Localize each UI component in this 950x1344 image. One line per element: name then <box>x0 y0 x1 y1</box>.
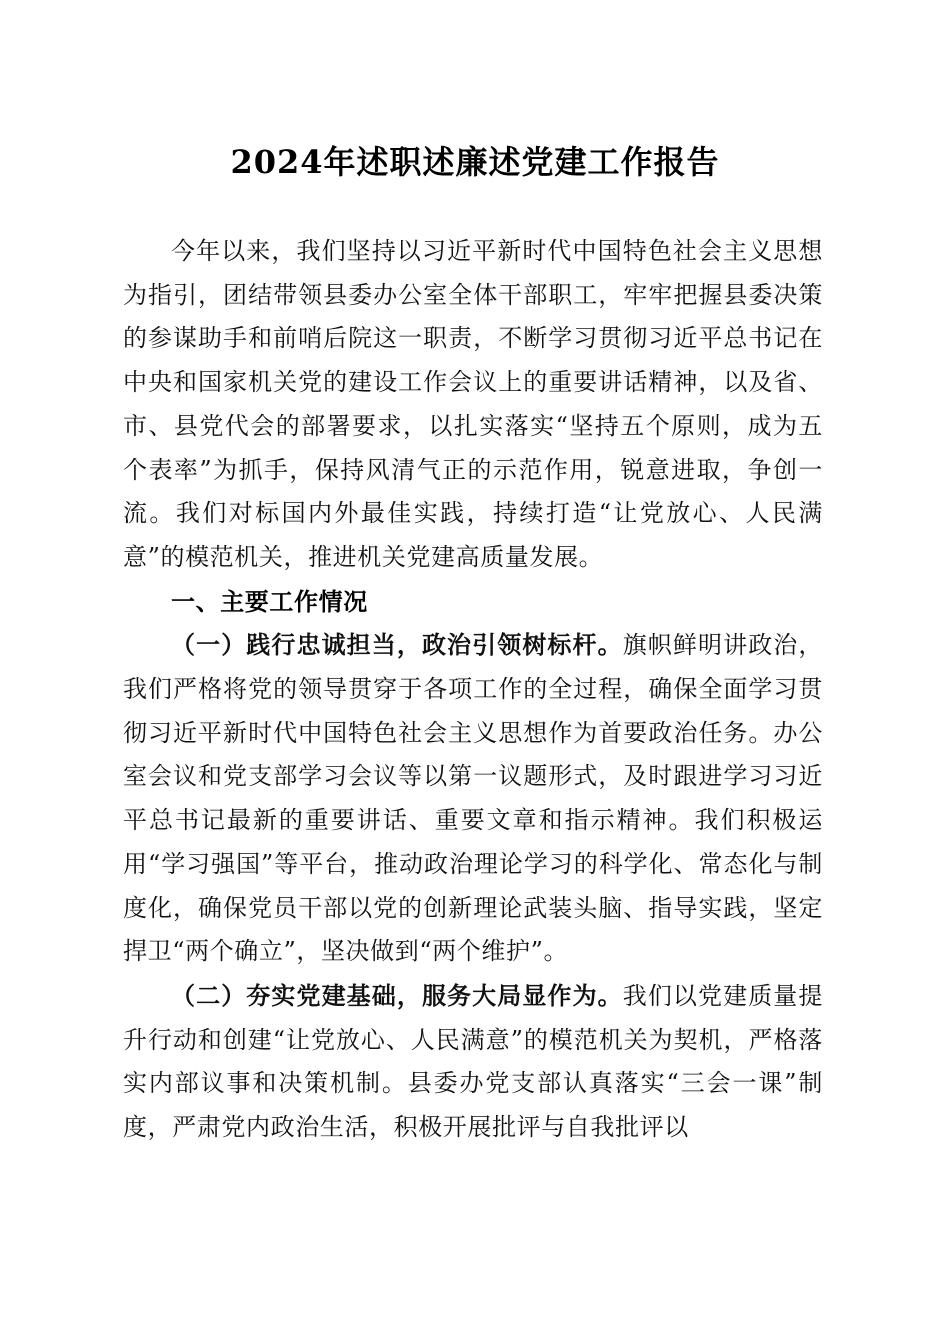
document-body <box>123 230 823 1150</box>
item-1-lead: （一）践行忠诚担当，政治引领树标杆。 <box>171 630 623 660</box>
intro-paragraph: 今年以来，我们坚持以习近平新时代中国特色社会主义思想为指引，团结带领县委办公室全体干部职工，牢牢把握县委决策的参谋助手和前哨后院这一职责，不断学习贯彻习近平总书记在中央和国家机关党的建设工作会议上的重要讲话精神，以及省、市、县党代会的部署要求，以扎实落实“坚持五个原则，成为五个表率”为抓手，保持风清气正的示范作用，锐意进取，争创一流。我们对标国内外最佳实践，持续打造“让党放心、人民满意”的模范机关，推进机关党建高质量发展。 <box>123 237 823 571</box>
item-2-text: 我们以党建质量提升行动和创建“让党放心、人民满意”的模范机关为契机，严格落实内部议事和决策机制。县委办党支部认真落实“三会一课”制度，严肃党内政治生活，积极开展批评与自我批评以 <box>123 981 823 1142</box>
item-1-text: 旗帜鲜明讲政治，我们严格将党的领导贯穿于各项工作的全过程，确保全面学习贯彻习近平新时代中国特色社会主义思想作为首要政治任务。办公室会议和党支部学习会议等以第一议题形式，及时跟进学习习近平总书记最新的重要讲话、重要文章和指示精神。我们积极运用“学习强国”等平台，推动政治理论学习的科学化、常态化与制度化，确保党员干部以党的创新理论武装头脑、指导实践，坚定捍卫“两个确立”，坚决做到“两个维护”。 <box>123 631 823 966</box>
item-2-lead: （二）夯实党建基础，服务大局显作为。 <box>171 980 623 1010</box>
document-title: 2024年述职述廉述党建工作报告 <box>230 143 720 181</box>
item-1-paragraph <box>123 623 823 974</box>
section-heading: 一、主要工作情况 <box>171 586 368 616</box>
item-2-paragraph <box>123 974 823 1150</box>
